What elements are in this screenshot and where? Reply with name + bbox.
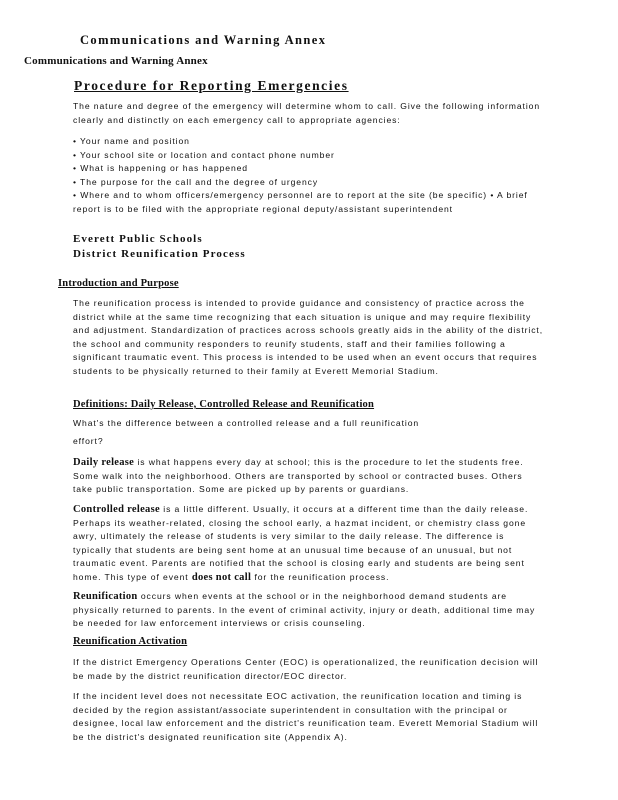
intro-text: The reunification process is intended to provide guidance and consistency of practice across the district while at the same time recognizing that each situation is unique and may require flexibility and adjustment. Standardization of practices across schools greatly aids in the ability of the district, the school and community responders to reunify students, staff and their families following a significant traumatic event. This process is intended to be used when an event occurs that requires students to be physically returned to their family at Everett Memorial Stadium. [73, 298, 544, 376]
reunification-text: occurs when events at the school or in the neighborhood demand students are physically returned to parents. In the event of criminal activity, injury or death, additional time may be needed for law enforcement interviews or crisis counseling. [73, 591, 536, 628]
question-line: What's the difference between a controlled release and a full reunification [73, 418, 420, 428]
controlled-release-text: is a little different. Usually, it occurs at a different time than the daily release. Perhaps its weather-related, closing the school early, a hazmat incident, or chemistry class gone awry, ultimately the release of students is very similar to the daily release. The difference is typically that students are being sent home at an unusual time because of an unusual, but not traumatic event. Parents are notified that the school is closing early and students are being sent home. This type of event [73, 504, 529, 582]
does-not-call-emphasis: does not call [191, 571, 252, 583]
procedure-intro: The nature and degree of the emergency will determine whom to call. Give the following information clearly and distinctly on each emergency call to appropriate agencies: [73, 101, 540, 125]
activation-para-1: If the district Emergency Operations Center (EOC) is operationalized, the reunification decision will be made by the district reunification director/EOC director. [73, 657, 539, 681]
daily-release-term: Daily release [73, 457, 135, 468]
definitions-heading: Definitions: Daily Release, Controlled Release and Reunification [73, 399, 375, 410]
reunification-term: Reunification [73, 591, 138, 602]
question-line: effort? [73, 435, 104, 446]
annex-subtitle: Communications and Warning Annex [24, 55, 208, 67]
list-item: • Your name and position [73, 135, 543, 149]
daily-release-text: is what happens every day at school; this is the procedure to let the students free. Some walk into the neighborhood. Others are transported by school or contracted buses. Others take public transportation. Some are picked up by parents or guardians. [73, 457, 524, 494]
procedure-section [73, 100, 543, 216]
activation-para-2: If the incident level does not necessitate EOC activation, the reunification location and timing is decided by the region assistant/associate superintendent in consultation with the principal or designee, local law enforcement and the district's reunification team. Everett Memorial Stadium will be the district's designated reunification site (Appendix A). [73, 691, 539, 742]
procedure-bullet-list [73, 135, 543, 216]
list-item: • What is happening or has happened [73, 162, 543, 176]
list-item: • Your school site or location and contact phone number [73, 149, 543, 163]
controlled-release-term: Controlled release [73, 504, 160, 515]
list-item: • The purpose for the call and the degree of urgency [73, 176, 543, 190]
reunification-paragraph [73, 590, 543, 631]
process-name: District Reunification Process [73, 248, 246, 260]
annex-title: Communications and Warning Annex [80, 33, 327, 47]
list-item: • Where and to whom officers/emergency personnel are to report at the site (be specific) • A brief report is to be filed with the appropriate regional deputy/assistant superintendent [73, 189, 543, 216]
activation-heading: Reunification Activation [73, 636, 188, 647]
intro-heading: Introduction and Purpose [58, 278, 179, 289]
controlled-release-paragraph [73, 503, 543, 584]
procedure-heading: Procedure for Reporting Emergencies [74, 78, 349, 93]
school-name: Everett Public Schools [73, 233, 203, 245]
definitions-question [73, 417, 543, 448]
controlled-release-tail: for the reunification process. [251, 571, 390, 582]
daily-release-paragraph [73, 456, 543, 497]
